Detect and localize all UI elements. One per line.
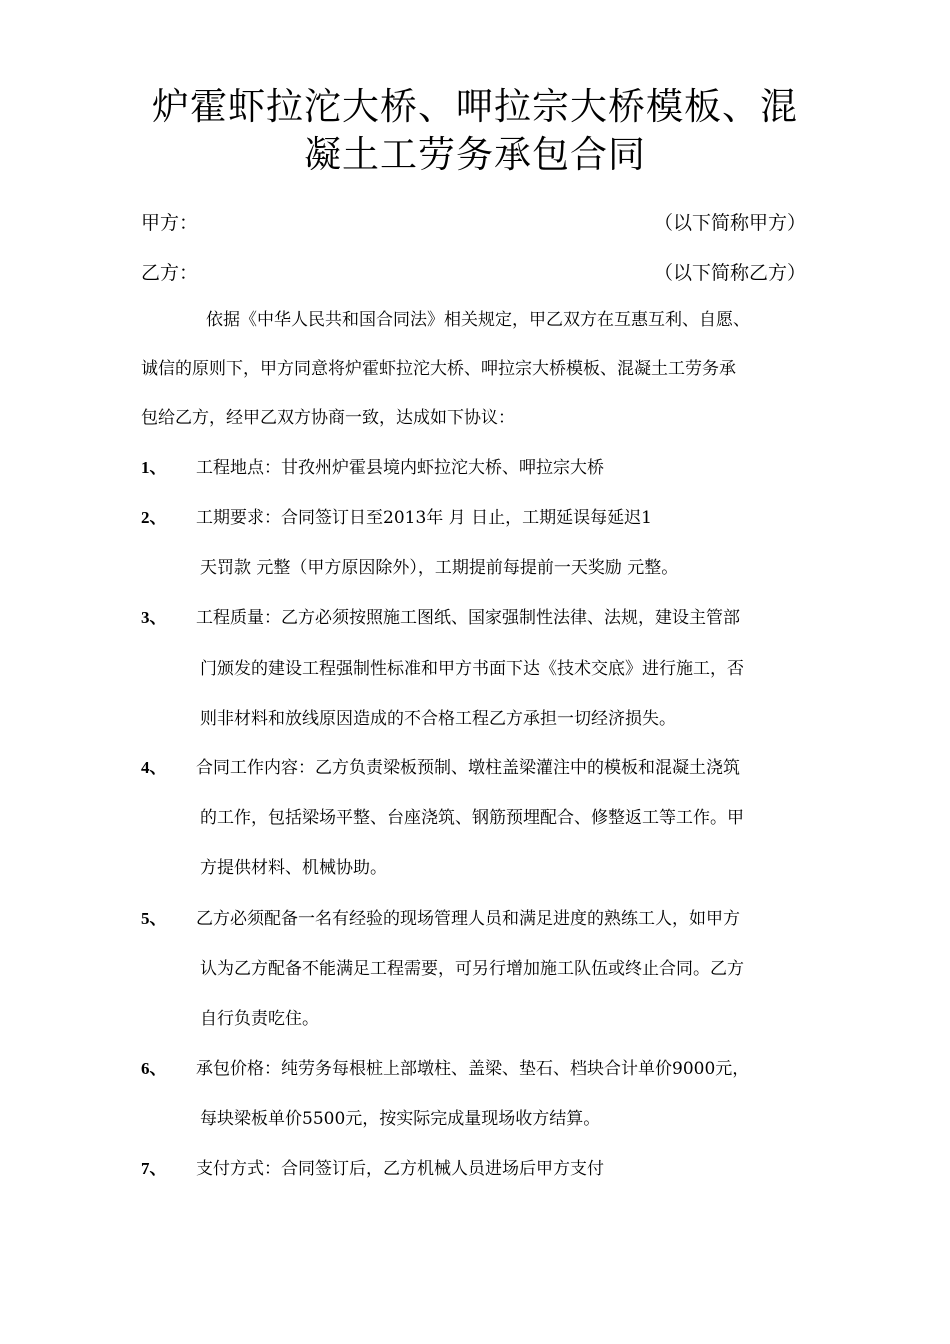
clause-text-line: 工程质量：乙方必须按照施工图纸、国家强制性法律、法规，建设主管部	[196, 608, 740, 628]
clause-number: 6、	[141, 1059, 167, 1078]
clause-text-line: 则非材料和放线原因造成的不合格工程乙方承担一切经济损失。	[200, 709, 676, 729]
clause-text-line: 认为乙方配备不能满足工程需要，可另行增加施工队伍或终止合同。乙方	[200, 959, 744, 979]
clause-text-line: 承包价格：纯劳务每根桩上部墩柱、盖梁、垫石、档块合计单价9000元，	[196, 1059, 750, 1079]
clause-text-line: 每块梁板单价5500元，按实际完成量现场收方结算。	[200, 1109, 601, 1129]
clause-number: 1、	[141, 458, 167, 477]
party-b-abbreviation: （以下简称乙方）	[653, 262, 806, 284]
intro-line-1: 依据《中华人民共和国合同法》相关规定，甲乙双方在互惠互利、自愿、	[206, 310, 750, 330]
clause-number: 5、	[141, 909, 167, 928]
clause-text-line: 乙方必须配备一名有经验的现场管理人员和满足进度的熟练工人，如甲方	[196, 909, 740, 929]
clause-text-line: 门颁发的建设工程强制性标准和甲方书面下达《技术交底》进行施工，否	[200, 659, 744, 679]
clause-text-line: 工期要求：合同签订日至2013年 月 日止，工期延误每延迟1	[196, 508, 652, 528]
clause-number: 2、	[141, 508, 167, 527]
clause-number: 4、	[141, 758, 167, 777]
party-a-abbreviation: （以下简称甲方）	[653, 212, 806, 234]
party-a-label: 甲方：	[141, 212, 199, 234]
clause-text-line: 支付方式：合同签订后，乙方机械人员进场后甲方支付	[196, 1159, 604, 1179]
clause-text-line: 的工作，包括梁场平整、台座浇筑、钢筋预埋配合、修整返工等工作。甲	[200, 808, 744, 828]
clause-number: 7、	[141, 1159, 167, 1178]
clause-text-line: 自行负责吃住。	[200, 1009, 319, 1029]
party-b-label: 乙方：	[141, 262, 199, 284]
clause-number: 3、	[141, 608, 167, 627]
document-title-line-2: 凝土工劳务承包合同	[304, 133, 646, 176]
clause-text-line: 方提供材料、机械协助。	[200, 858, 387, 878]
clause-text-line: 天罚款 元整（甲方原因除外），工期提前每提前一天奖励 元整。	[200, 558, 679, 578]
document-title-line-1: 炉霍虾拉沱大桥、呷拉宗大桥模板、混	[152, 85, 798, 128]
intro-line-3: 包给乙方，经甲乙双方协商一致，达成如下协议：	[141, 408, 515, 428]
clause-text-line: 合同工作内容：乙方负责梁板预制、墩柱盖梁灌注中的模板和混凝土浇筑	[196, 758, 740, 778]
intro-line-2: 诚信的原则下，甲方同意将炉霍虾拉沱大桥、呷拉宗大桥模板、混凝土工劳务承	[141, 359, 736, 379]
clause-text-line: 工程地点：甘孜州炉霍县境内虾拉沱大桥、呷拉宗大桥	[196, 458, 604, 478]
